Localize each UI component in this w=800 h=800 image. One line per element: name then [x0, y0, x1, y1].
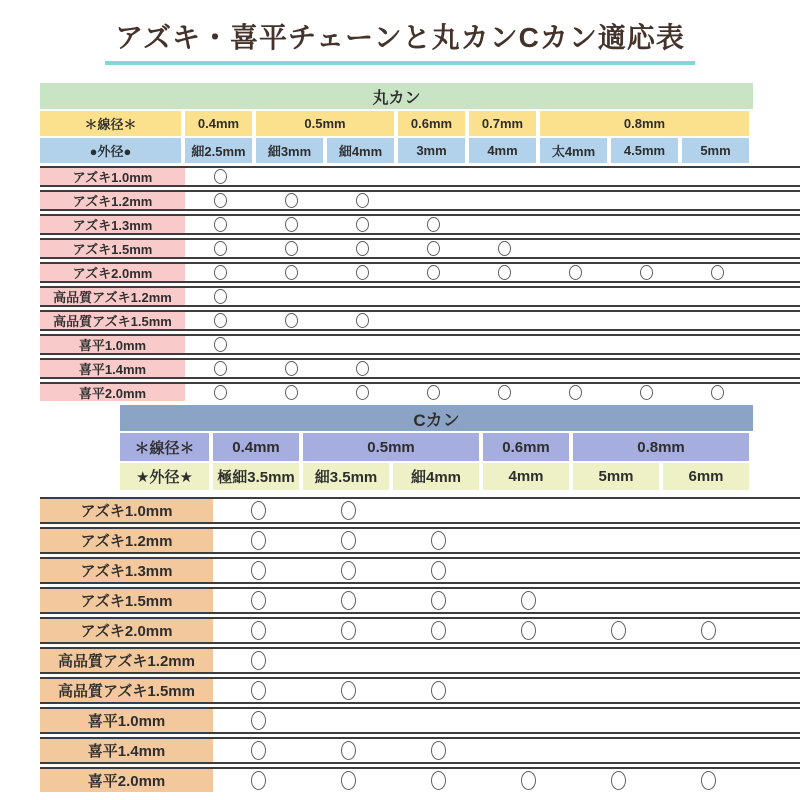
compat-cell — [256, 360, 327, 377]
compat-circle-icon — [431, 621, 446, 640]
compat-circle-icon — [427, 265, 440, 280]
chain-row — [40, 767, 800, 792]
compat-cell — [483, 499, 573, 522]
compat-cell — [393, 649, 483, 672]
compat-cell — [256, 384, 327, 401]
outer-size-cell-7: 5mm — [682, 138, 753, 163]
compat-cell — [611, 336, 682, 353]
compat-cell — [540, 216, 611, 233]
compat-cell — [663, 679, 753, 702]
wire-diameter-row — [40, 111, 800, 136]
compat-cell — [398, 192, 469, 209]
outer-size-cell-0: 細2.5mm — [185, 138, 256, 163]
compat-cell — [327, 336, 398, 353]
chain-label: 喜平2.0mm — [40, 769, 213, 792]
compat-cell — [398, 216, 469, 233]
compat-circle-icon — [251, 591, 266, 610]
compat-circle-icon — [285, 241, 298, 256]
compat-cell — [256, 336, 327, 353]
wire-header-cell: ＊線径＊ — [40, 111, 185, 136]
compat-cell — [213, 769, 303, 792]
compat-cell — [469, 216, 540, 233]
chain-row — [40, 166, 800, 187]
compat-circle-icon — [251, 651, 266, 670]
compat-cell — [185, 384, 256, 401]
compat-cell — [327, 360, 398, 377]
chain-row — [40, 647, 800, 674]
chain-label: 高品質アズキ1.2mm — [40, 649, 213, 672]
compat-circle-icon — [251, 681, 266, 700]
compat-circle-icon — [285, 265, 298, 280]
chain-label: 高品質アズキ1.5mm — [40, 312, 185, 329]
compat-circle-icon — [214, 361, 227, 376]
compat-circle-icon — [251, 531, 266, 550]
chain-label: 喜平1.4mm — [40, 360, 185, 377]
wire-size-cell-2: 0.6mm — [483, 433, 573, 461]
compat-circle-icon — [611, 771, 626, 790]
compat-circle-icon — [251, 501, 266, 520]
compat-cell — [256, 312, 327, 329]
compat-circle-icon — [356, 385, 369, 400]
compat-cell — [393, 739, 483, 762]
compat-cell — [398, 384, 469, 401]
compat-cell — [398, 336, 469, 353]
compat-cell — [682, 240, 753, 257]
chain-row — [40, 677, 800, 704]
compat-cell — [611, 168, 682, 185]
wire-size-cell-0: 0.4mm — [213, 433, 303, 461]
chain-row — [40, 737, 800, 764]
compat-cell — [540, 264, 611, 281]
chain-row — [40, 238, 800, 259]
compat-cell — [303, 619, 393, 642]
compat-cell — [483, 559, 573, 582]
compat-cell — [682, 216, 753, 233]
compat-circle-icon — [214, 265, 227, 280]
compat-cell — [483, 769, 573, 792]
compat-cell — [540, 168, 611, 185]
compat-cell — [469, 288, 540, 305]
compat-cell — [469, 192, 540, 209]
outer-size-cell-2: 細4mm — [393, 463, 483, 490]
compat-circle-icon — [427, 385, 440, 400]
wire-size-cell-3: 0.8mm — [573, 433, 753, 461]
outer-header-cell: ★外径★ — [120, 463, 213, 490]
compat-circle-icon — [251, 561, 266, 580]
chain-label: 高品質アズキ1.2mm — [40, 288, 185, 305]
compat-cell — [540, 288, 611, 305]
compat-cell — [393, 769, 483, 792]
compat-cell — [611, 384, 682, 401]
compat-cell — [213, 649, 303, 672]
compat-cell — [573, 589, 663, 612]
compat-cell — [213, 589, 303, 612]
compat-circle-icon — [285, 361, 298, 376]
compat-circle-icon — [251, 741, 266, 760]
compat-cell — [573, 739, 663, 762]
ckan-compatibility-table — [40, 405, 800, 792]
compat-cell — [573, 529, 663, 552]
compat-circle-icon — [431, 771, 446, 790]
compat-cell — [256, 168, 327, 185]
wire-size-cell-1: 0.5mm — [256, 111, 398, 136]
compat-cell — [483, 589, 573, 612]
compat-cell — [303, 499, 393, 522]
table-title-ckan: Cカン — [120, 405, 753, 431]
compat-circle-icon — [431, 531, 446, 550]
compat-cell — [327, 312, 398, 329]
outer-size-cell-5: 6mm — [663, 463, 753, 490]
compat-cell — [682, 384, 753, 401]
chain-label: アズキ1.5mm — [40, 240, 185, 257]
compat-circle-icon — [356, 313, 369, 328]
compat-circle-icon — [640, 385, 653, 400]
compat-circle-icon — [214, 313, 227, 328]
compat-cell — [573, 649, 663, 672]
compat-cell — [540, 336, 611, 353]
compat-circle-icon — [251, 771, 266, 790]
chain-row — [40, 382, 800, 401]
compat-cell — [303, 769, 393, 792]
compat-circle-icon — [427, 241, 440, 256]
chain-label: アズキ1.3mm — [40, 216, 185, 233]
compat-cell — [303, 649, 393, 672]
compat-circle-icon — [214, 337, 227, 352]
compat-cell — [256, 240, 327, 257]
compat-cell — [573, 769, 663, 792]
compat-cell — [185, 192, 256, 209]
compat-circle-icon — [341, 501, 356, 520]
chain-row — [40, 617, 800, 644]
compat-cell — [469, 336, 540, 353]
compat-cell — [469, 168, 540, 185]
wire-size-cell-4: 0.8mm — [540, 111, 753, 136]
compat-cell — [682, 336, 753, 353]
compat-circle-icon — [701, 771, 716, 790]
compat-cell — [663, 529, 753, 552]
chain-row — [40, 190, 800, 211]
compat-cell — [256, 288, 327, 305]
compat-cell — [398, 312, 469, 329]
compat-cell — [611, 264, 682, 281]
compat-circle-icon — [431, 591, 446, 610]
compat-cell — [256, 216, 327, 233]
compat-cell — [213, 709, 303, 732]
compat-cell — [611, 312, 682, 329]
compat-circle-icon — [285, 385, 298, 400]
chain-label: アズキ1.0mm — [40, 168, 185, 185]
compat-cell — [573, 679, 663, 702]
compat-circle-icon — [569, 385, 582, 400]
compat-cell — [540, 240, 611, 257]
compat-cell — [327, 216, 398, 233]
compat-cell — [483, 619, 573, 642]
outer-size-cell-6: 4.5mm — [611, 138, 682, 163]
compat-circle-icon — [427, 217, 440, 232]
outer-size-cell-2: 細4mm — [327, 138, 398, 163]
compat-circle-icon — [251, 621, 266, 640]
compat-cell — [393, 499, 483, 522]
compat-cell — [213, 499, 303, 522]
compat-circle-icon — [521, 591, 536, 610]
compat-cell — [185, 288, 256, 305]
compat-cell — [663, 649, 753, 672]
compat-cell — [398, 168, 469, 185]
compat-cell — [573, 499, 663, 522]
compat-cell — [469, 240, 540, 257]
chain-row — [40, 310, 800, 331]
compat-cell — [611, 192, 682, 209]
compat-cell — [663, 619, 753, 642]
compat-cell — [256, 192, 327, 209]
outer-size-cell-5: 太4mm — [540, 138, 611, 163]
compat-cell — [327, 240, 398, 257]
compat-cell — [327, 168, 398, 185]
chain-label: アズキ1.5mm — [40, 589, 213, 612]
compat-circle-icon — [214, 217, 227, 232]
wire-size-cell-3: 0.7mm — [469, 111, 540, 136]
compat-cell — [540, 192, 611, 209]
compat-cell — [398, 360, 469, 377]
outer-diameter-row — [40, 138, 800, 163]
chain-row — [40, 214, 800, 235]
compat-cell — [303, 529, 393, 552]
compat-cell — [682, 360, 753, 377]
compat-cell — [398, 240, 469, 257]
compat-cell — [663, 559, 753, 582]
chain-row — [40, 286, 800, 307]
compat-cell — [573, 709, 663, 732]
marukan-compatibility-table — [40, 83, 800, 401]
chain-row — [40, 557, 800, 584]
compat-circle-icon — [498, 385, 511, 400]
compat-circle-icon — [214, 289, 227, 304]
compat-circle-icon — [356, 361, 369, 376]
compat-circle-icon — [341, 591, 356, 610]
compat-circle-icon — [711, 265, 724, 280]
compat-cell — [303, 679, 393, 702]
compat-circle-icon — [498, 265, 511, 280]
compat-cell — [185, 216, 256, 233]
compat-cell — [573, 559, 663, 582]
wire-header-cell: ＊線径＊ — [120, 433, 213, 461]
compat-cell — [303, 589, 393, 612]
compat-circle-icon — [701, 621, 716, 640]
compat-cell — [540, 312, 611, 329]
compat-cell — [469, 312, 540, 329]
compat-cell — [327, 384, 398, 401]
compat-cell — [213, 529, 303, 552]
compat-cell — [327, 288, 398, 305]
chain-row — [40, 707, 800, 734]
compat-cell — [213, 619, 303, 642]
compat-cell — [663, 709, 753, 732]
page-title: アズキ・喜平チェーンと丸カンCカン適応表 — [105, 16, 695, 65]
outer-size-cell-1: 細3.5mm — [303, 463, 393, 490]
compat-cell — [611, 360, 682, 377]
compat-circle-icon — [498, 241, 511, 256]
chain-row — [40, 497, 800, 524]
compat-circle-icon — [214, 241, 227, 256]
compat-circle-icon — [341, 741, 356, 760]
wire-size-cell-0: 0.4mm — [185, 111, 256, 136]
compat-cell — [469, 384, 540, 401]
compat-circle-icon — [431, 561, 446, 580]
outer-size-cell-3: 3mm — [398, 138, 469, 163]
chain-label: アズキ2.0mm — [40, 619, 213, 642]
compat-circle-icon — [285, 193, 298, 208]
chain-row — [40, 527, 800, 554]
compat-cell — [303, 739, 393, 762]
compat-circle-icon — [431, 681, 446, 700]
compat-cell — [682, 192, 753, 209]
wire-diameter-row — [120, 433, 800, 461]
compat-cell — [213, 739, 303, 762]
compat-cell — [573, 619, 663, 642]
compat-circle-icon — [341, 771, 356, 790]
compat-circle-icon — [214, 385, 227, 400]
compat-cell — [663, 739, 753, 762]
compat-circle-icon — [356, 217, 369, 232]
compat-cell — [398, 288, 469, 305]
compat-cell — [185, 240, 256, 257]
compat-circle-icon — [341, 561, 356, 580]
compat-cell — [393, 679, 483, 702]
compat-cell — [663, 769, 753, 792]
compat-circle-icon — [611, 621, 626, 640]
outer-header-cell: ●外径● — [40, 138, 185, 163]
outer-size-cell-4: 5mm — [573, 463, 663, 490]
compat-cell — [663, 499, 753, 522]
compat-cell — [682, 312, 753, 329]
wire-size-cell-2: 0.6mm — [398, 111, 469, 136]
compat-cell — [393, 529, 483, 552]
compat-circle-icon — [341, 681, 356, 700]
compat-cell — [393, 559, 483, 582]
table-title-marukan: 丸カン — [40, 83, 753, 109]
chain-label: アズキ1.0mm — [40, 499, 213, 522]
compat-circle-icon — [711, 385, 724, 400]
chain-row — [40, 334, 800, 355]
compat-cell — [611, 216, 682, 233]
compat-cell — [483, 529, 573, 552]
compat-circle-icon — [356, 265, 369, 280]
chain-label: 喜平2.0mm — [40, 384, 185, 401]
chain-label: 喜平1.4mm — [40, 739, 213, 762]
compat-circle-icon — [285, 313, 298, 328]
compat-circle-icon — [214, 193, 227, 208]
compat-cell — [483, 649, 573, 672]
compat-circle-icon — [356, 193, 369, 208]
compat-circle-icon — [285, 217, 298, 232]
compat-circle-icon — [521, 771, 536, 790]
compat-cell — [303, 559, 393, 582]
chain-row — [40, 358, 800, 379]
outer-size-cell-4: 4mm — [469, 138, 540, 163]
compat-cell — [663, 589, 753, 612]
chain-label: アズキ1.3mm — [40, 559, 213, 582]
outer-size-cell-1: 細3mm — [256, 138, 327, 163]
compat-cell — [540, 360, 611, 377]
compat-circle-icon — [214, 169, 227, 184]
compat-circle-icon — [431, 741, 446, 760]
compat-cell — [393, 619, 483, 642]
compat-circle-icon — [521, 621, 536, 640]
compat-cell — [213, 679, 303, 702]
wire-size-cell-1: 0.5mm — [303, 433, 483, 461]
chain-label: アズキ1.2mm — [40, 529, 213, 552]
compat-cell — [682, 288, 753, 305]
compat-circle-icon — [341, 531, 356, 550]
outer-size-cell-3: 4mm — [483, 463, 573, 490]
compat-cell — [540, 384, 611, 401]
compat-cell — [469, 360, 540, 377]
compat-cell — [185, 312, 256, 329]
chain-label: 喜平1.0mm — [40, 336, 185, 353]
compat-cell — [185, 336, 256, 353]
chain-label: 喜平1.0mm — [40, 709, 213, 732]
chain-label: 高品質アズキ1.5mm — [40, 679, 213, 702]
compat-circle-icon — [640, 265, 653, 280]
compat-cell — [393, 709, 483, 732]
title-area — [0, 0, 800, 65]
compat-cell — [398, 264, 469, 281]
chain-label: アズキ1.2mm — [40, 192, 185, 209]
chain-label: アズキ2.0mm — [40, 264, 185, 281]
compat-cell — [303, 709, 393, 732]
compat-cell — [393, 589, 483, 612]
compat-cell — [185, 360, 256, 377]
compat-cell — [611, 240, 682, 257]
compat-cell — [327, 264, 398, 281]
compat-circle-icon — [251, 711, 266, 730]
chain-row — [40, 587, 800, 614]
compat-cell — [213, 559, 303, 582]
compat-cell — [185, 264, 256, 281]
compat-cell — [483, 739, 573, 762]
compat-circle-icon — [356, 241, 369, 256]
compat-cell — [483, 679, 573, 702]
compat-circle-icon — [341, 621, 356, 640]
compat-cell — [256, 264, 327, 281]
compat-cell — [483, 709, 573, 732]
compat-cell — [682, 168, 753, 185]
compat-cell — [469, 264, 540, 281]
compat-cell — [611, 288, 682, 305]
outer-size-cell-0: 極細3.5mm — [213, 463, 303, 490]
compat-cell — [327, 192, 398, 209]
compat-circle-icon — [569, 265, 582, 280]
outer-diameter-row — [120, 463, 800, 490]
compat-cell — [185, 168, 256, 185]
compat-cell — [682, 264, 753, 281]
chain-row — [40, 262, 800, 283]
